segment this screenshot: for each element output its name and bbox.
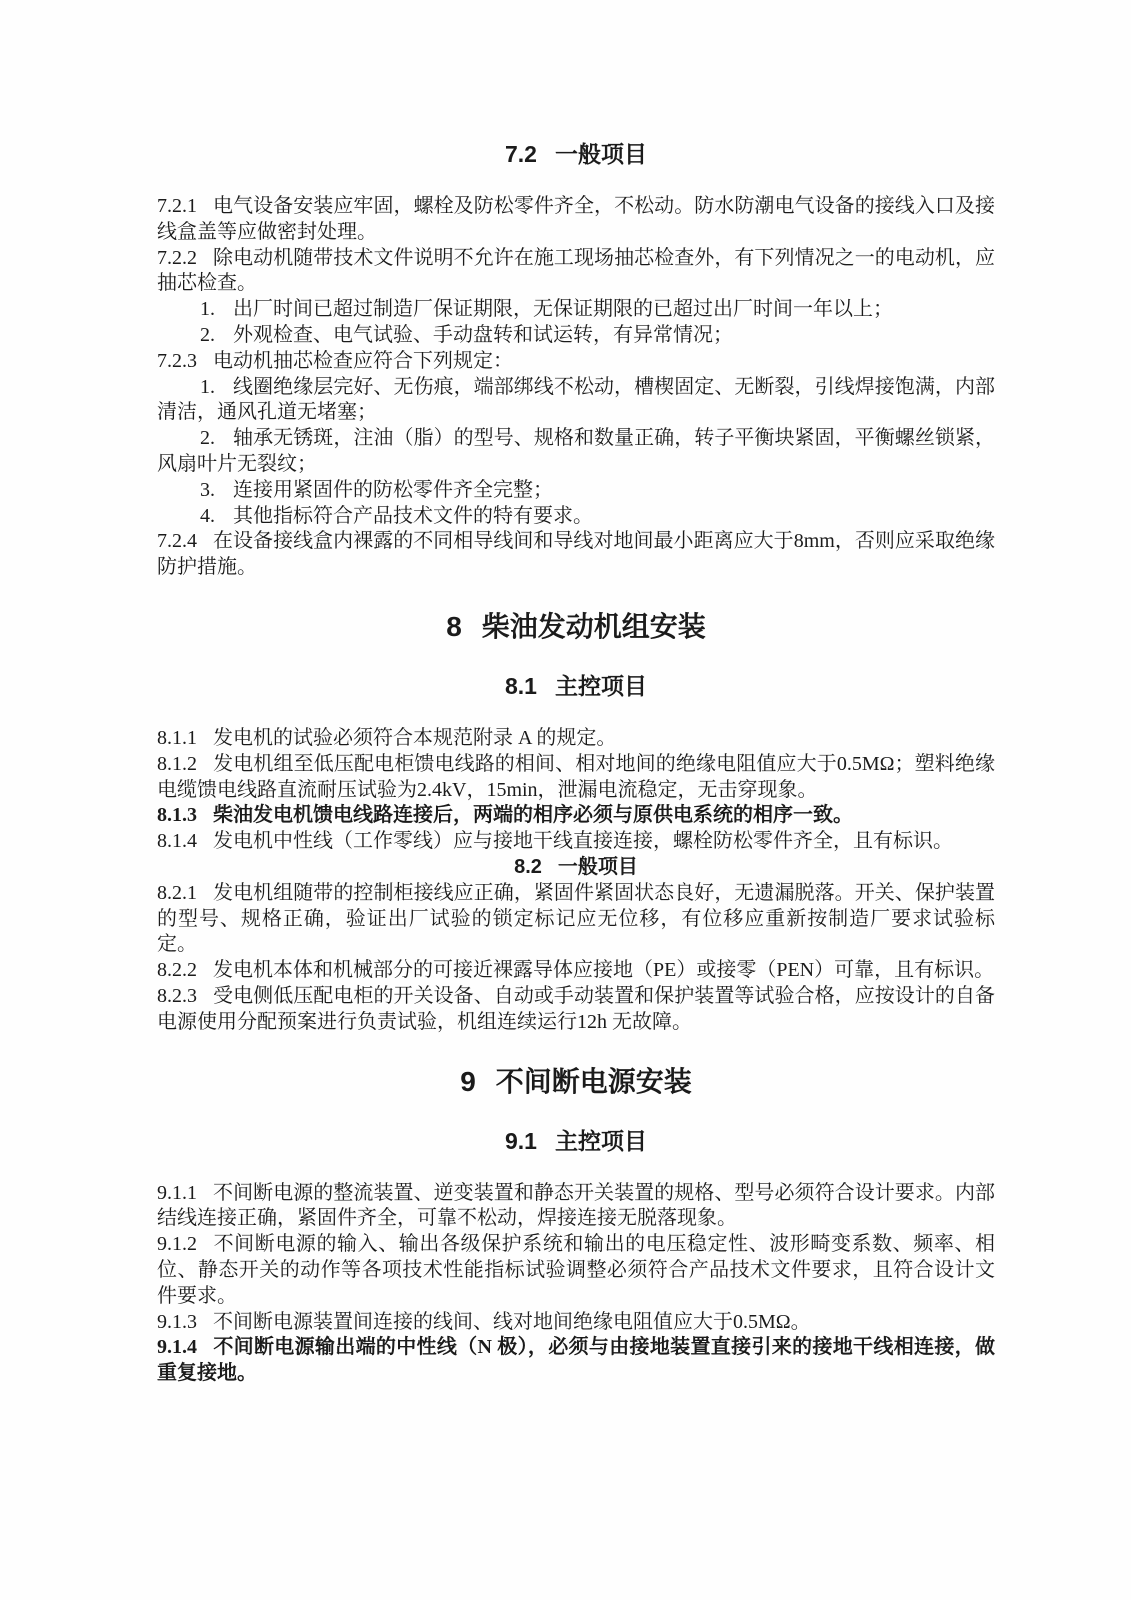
clause-number: 8.2.1 [157, 881, 197, 904]
clause-text: 外观检查、电气试验、手动盘转和试运转，有异常情况； [233, 323, 733, 346]
clause-number: 8.2.2 [157, 959, 197, 982]
clause-number: 7.2.3 [157, 349, 197, 372]
clause-text: 发电机的试验必须符合本规范附录 A 的规定。 [213, 726, 617, 749]
clause-paragraph [157, 803, 995, 829]
clause-text: 连接用紧固件的防松零件齐全完整； [233, 478, 553, 501]
clause-text: 电动机抽芯检查应符合下列规定： [213, 349, 513, 372]
clause-paragraph [157, 829, 995, 855]
clause-text: 在设备接线盒内裸露的不同相导线间和导线对地间最小距离应大于8mm，否则应采取绝缘防护措施。 [157, 530, 995, 579]
clause-number: 7.2.1 [157, 195, 197, 217]
clause-number: 2. [200, 323, 215, 346]
clause-text: 发电机本体和机械部分的可接近裸露导体应接地（PE）或接零（PEN）可靠，且有标识。 [213, 959, 995, 982]
heading-text: 一般项目 [554, 141, 647, 167]
clause-paragraph [157, 984, 995, 1036]
subsection-heading [157, 855, 995, 881]
list-item [157, 323, 995, 349]
clause-number: 9.1.3 [157, 1310, 197, 1333]
list-item [157, 478, 995, 504]
clause-number: 9.1.2 [157, 1233, 197, 1256]
clause-paragraph [157, 529, 995, 581]
list-item [157, 297, 995, 323]
clause-paragraph [157, 726, 995, 752]
clause-text: 其他指标符合产品技术文件的特有要求。 [233, 504, 593, 527]
clause-paragraph [157, 1232, 995, 1309]
clause-number: 1. [200, 298, 215, 321]
chapter-heading [157, 610, 995, 644]
clause-number: 8.1.4 [157, 830, 197, 853]
clause-paragraph [157, 1310, 995, 1336]
list-item [157, 375, 995, 427]
heading-text: 一般项目 [557, 855, 638, 878]
heading-text: 主控项目 [554, 1127, 647, 1154]
clause-paragraph [157, 246, 995, 298]
clause-number: 8.2.3 [157, 984, 197, 1007]
clause-number: 7.2.4 [157, 530, 197, 553]
clause-text: 发电机组随带的控制柜接线应正确，紧固件紧固状态良好，无遗漏脱落。开关、保护装置的型号、规格正确，验证出厂试验的锁定标记应无位移，有位移应重新按制造厂要求试验标定。 [157, 881, 995, 956]
clause-number: 9.1.1 [157, 1181, 197, 1204]
clause-text: 出厂时间已超过制造厂保证期限，无保证期限的已超过出厂时间一年以上； [233, 298, 893, 321]
clause-text: 电气设备安装应牢固，螺栓及防松零件齐全，不松动。防水防潮电气设备的接线入口及接线盒盖等应做密封处理。 [157, 195, 995, 243]
heading-text: 柴油发动机组安装 [481, 610, 706, 642]
clause-text: 线圈绝缘层完好、无伤痕，端部绑线不松动，槽楔固定、无断裂，引线焊接饱满，内部清洁，通风孔道无堵塞； [157, 375, 995, 424]
clause-paragraph [157, 752, 995, 804]
clause-number: 8.1.2 [157, 752, 197, 775]
document-content [157, 139, 995, 1387]
clause-number: 8.1 [505, 672, 537, 699]
clause-paragraph [157, 194, 995, 246]
clause-text: 受电侧低压配电柜的开关设备、自动或手动装置和保护装置等试验合格，应按设计的自备电源使用分配预案进行负责试验，机组连续运行12h 无故障。 [157, 984, 995, 1033]
clause-text: 不间断电源输出端的中性线（N 极），必须与由接地装置直接引来的接地干线相连接，做重复接地。 [157, 1336, 995, 1385]
clause-text: 柴油发电机馈电线路连接后，两端的相序必须与原供电系统的相序一致。 [213, 804, 853, 827]
clause-paragraph [157, 881, 995, 958]
clause-paragraph [157, 958, 995, 984]
clause-paragraph [157, 1181, 995, 1233]
clause-number: 2. [200, 427, 215, 450]
section-heading [157, 139, 995, 169]
clause-text: 不间断电源的输入、输出各级保护系统和输出的电压稳定性、波形畸变系数、频率、相位、静态开关的动作等各项技术性能指标试验调整必须符合产品技术文件要求，且符合设计文件要求。 [157, 1233, 995, 1307]
clause-number: 7.2.2 [157, 246, 197, 269]
clause-number: 9.1 [505, 1127, 537, 1154]
clause-text: 发电机中性线（工作零线）应与接地干线直接连接，螺栓防松零件齐全，且有标识。 [213, 830, 953, 853]
clause-text: 不间断电源装置间连接的线间、线对地间绝缘电阻值应大于0.5MΩ。 [213, 1310, 811, 1333]
chapter-heading [157, 1065, 995, 1099]
clause-number: 9.1.4 [157, 1336, 197, 1359]
clause-text: 轴承无锈斑，注油（脂）的型号、规格和数量正确，转子平衡块紧固，平衡螺丝锁紧，风扇叶片无裂纹； [157, 427, 995, 475]
section-heading [157, 671, 995, 701]
clause-text: 不间断电源的整流装置、逆变装置和静态开关装置的规格、型号必须符合设计要求。内部结线连接正确，紧固件齐全，可靠不松动，焊接连接无脱落现象。 [157, 1181, 995, 1230]
clause-number: 7.2 [505, 141, 537, 167]
clause-number: 8 [446, 610, 462, 642]
clause-number: 1. [200, 375, 215, 398]
section-heading [157, 1126, 995, 1156]
clause-paragraph [157, 1335, 995, 1387]
list-item [157, 504, 995, 530]
clause-number: 8.2 [514, 855, 542, 878]
clause-paragraph [157, 349, 995, 375]
heading-text: 不间断电源安装 [495, 1065, 692, 1097]
clause-text: 发电机组至低压配电柜馈电线路的相间、相对地间的绝缘电阻值应大于0.5MΩ；塑料绝缘电缆馈电线路直流耐压试验为2.4kV，15min，泄漏电流稳定，无击穿现象。 [157, 752, 995, 801]
clause-number: 8.1.3 [157, 804, 197, 827]
clause-number: 8.1.1 [157, 726, 197, 749]
clause-text: 除电动机随带技术文件说明不允许在施工现场抽芯检查外，有下列情况之一的电动机，应抽芯检查。 [157, 246, 995, 295]
clause-number: 4. [200, 504, 215, 527]
heading-text: 主控项目 [554, 672, 647, 699]
clause-number: 9 [460, 1065, 476, 1097]
list-item [157, 426, 995, 478]
clause-number: 3. [200, 478, 215, 501]
